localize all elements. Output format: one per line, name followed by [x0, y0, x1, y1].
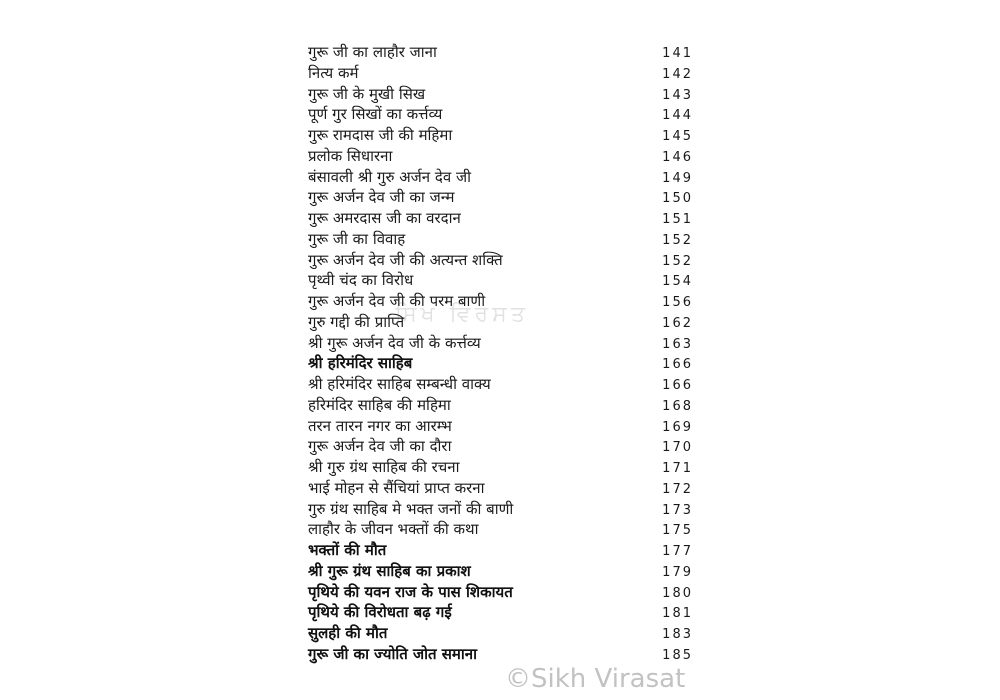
toc-page-number: 170: [662, 440, 693, 456]
toc-title: पृथिये की यवन राज के पास शिकायत: [308, 582, 513, 601]
toc-page-number: 171: [662, 461, 693, 476]
toc-page-number: 168: [662, 398, 693, 414]
toc-row: [308, 42, 693, 63]
toc-page-number: 163: [662, 336, 693, 352]
toc-page-number: 183: [662, 627, 693, 642]
toc-page-number: 169: [662, 419, 693, 435]
toc-title: हरिमंदिर साहिब की महिमा: [308, 395, 451, 414]
toc-page-number: 145: [662, 129, 693, 144]
toc-title: श्री गुरू ग्रंथ साहिब का प्रकाश: [308, 561, 471, 580]
toc-page-number: 156: [662, 295, 693, 310]
toc-page-number: 152: [662, 253, 693, 269]
toc-title: गुरु गद्दी की प्राप्ति: [308, 312, 405, 331]
toc-page-number: 149: [662, 170, 693, 186]
toc-row: [308, 582, 693, 603]
toc-title: गुरू रामदास जी की महिमा: [308, 126, 453, 144]
toc-title: नित्य कर्म: [308, 63, 359, 82]
toc-title: पृथिये की विरोधता बढ़ गई: [308, 603, 452, 622]
toc-row: [308, 187, 693, 208]
toc-title: गुरू अर्जन देव जी का जन्म: [308, 188, 455, 207]
toc-row: [308, 84, 693, 105]
toc-title: श्री हरिमंदिर साहिब सम्बन्धी वाक्य: [308, 375, 491, 393]
toc-page-number: 185: [662, 647, 693, 663]
toc-row: [308, 167, 693, 188]
toc-title: गुरू जी का लाहौर जाना: [308, 43, 437, 61]
toc-row: [308, 353, 693, 374]
toc-title: गुरु ग्रंथ साहिब मे भक्त जनों की बाणी: [308, 499, 514, 518]
toc-row: [308, 478, 693, 499]
table-of-contents: [308, 42, 693, 665]
toc-page-number: 173: [662, 502, 693, 518]
toc-page-number: 177: [662, 544, 693, 559]
toc-row: [308, 499, 693, 520]
toc-title: पूर्ण गुर सिखों का कर्त्तव्य: [308, 105, 443, 124]
toc-page-number: 143: [662, 87, 693, 103]
toc-page-number: 146: [662, 149, 693, 165]
toc-row: [308, 457, 693, 478]
toc-title: श्री गुरु ग्रंथ साहिब की रचना: [308, 458, 460, 476]
toc-row: [308, 250, 693, 271]
toc-row: [308, 312, 693, 333]
toc-title: तरन तारन नगर का आरम्भ: [308, 416, 452, 435]
toc-row: [308, 125, 693, 146]
toc-row: [308, 436, 693, 457]
toc-row: [308, 519, 693, 540]
toc-page-number: 150: [662, 191, 693, 207]
toc-page-number: 175: [662, 523, 693, 539]
toc-row: [308, 644, 693, 665]
toc-page-number: 179: [662, 564, 693, 580]
toc-title: पृथ्वी चंद का विरोध: [308, 271, 414, 290]
toc-page-number: 144: [662, 108, 693, 124]
toc-title: सुलही की मौत: [308, 624, 388, 642]
toc-row: [308, 395, 693, 416]
toc-row: [308, 229, 693, 250]
toc-page-number: 166: [662, 378, 693, 393]
toc-title: श्री गुरू अर्जन देव जी के कर्त्तव्य: [308, 333, 481, 352]
toc-title: लाहौर के जीवन भक्तों की कथा: [308, 520, 479, 539]
toc-title: गुरू अर्जन देव जी का दौरा: [308, 437, 452, 456]
toc-page-number: 152: [662, 232, 693, 248]
toc-page-number: 151: [662, 212, 693, 227]
toc-title: गुरू अर्जन देव जी की अत्यन्त शक्ति: [308, 250, 503, 269]
toc-row: [308, 561, 693, 582]
toc-page-number: 166: [662, 357, 693, 373]
toc-title: भक्तों की मौत: [308, 541, 387, 559]
toc-title: गुरू जी का ज्योति जोत समाना: [308, 644, 478, 663]
toc-row: [308, 63, 693, 84]
toc-row: [308, 623, 693, 644]
toc-page-number: 142: [662, 66, 693, 82]
toc-row: [308, 333, 693, 354]
toc-page-number: 162: [662, 315, 693, 331]
toc-title: गुरू अमरदास जी का वरदान: [308, 209, 461, 227]
toc-row: [308, 104, 693, 125]
toc-title: श्री हरिमंदिर साहिब: [308, 354, 413, 373]
toc-row: [308, 602, 693, 623]
toc-title: प्रलोक सिधारना: [308, 146, 393, 165]
toc-page-number: 181: [662, 606, 693, 622]
toc-row: [308, 146, 693, 167]
toc-row: [308, 540, 693, 561]
toc-page-number: 141: [662, 46, 693, 61]
toc-row: [308, 291, 693, 312]
toc-page-number: 180: [662, 585, 693, 601]
toc-row: [308, 374, 693, 395]
toc-row: [308, 208, 693, 229]
toc-title: गुरू जी के मुखी सिख: [308, 84, 426, 103]
toc-row: [308, 416, 693, 437]
background-watermark: ਸਿਖ ਵਿਰਸਤ: [395, 302, 529, 327]
toc-title: भाई मोहन से सैंचियां प्राप्त करना: [308, 478, 485, 497]
toc-title: गुरू अर्जन देव जी की परम बाणी: [308, 292, 486, 310]
toc-title: बंसावली श्री गुरु अर्जन देव जी: [308, 167, 471, 186]
copyright-watermark: ©Sikh Virasat: [505, 664, 686, 694]
toc-page-number: 154: [662, 274, 693, 290]
toc-title: गुरू जी का विवाह: [308, 229, 406, 248]
toc-row: [308, 270, 693, 291]
toc-page-number: 172: [662, 481, 693, 497]
